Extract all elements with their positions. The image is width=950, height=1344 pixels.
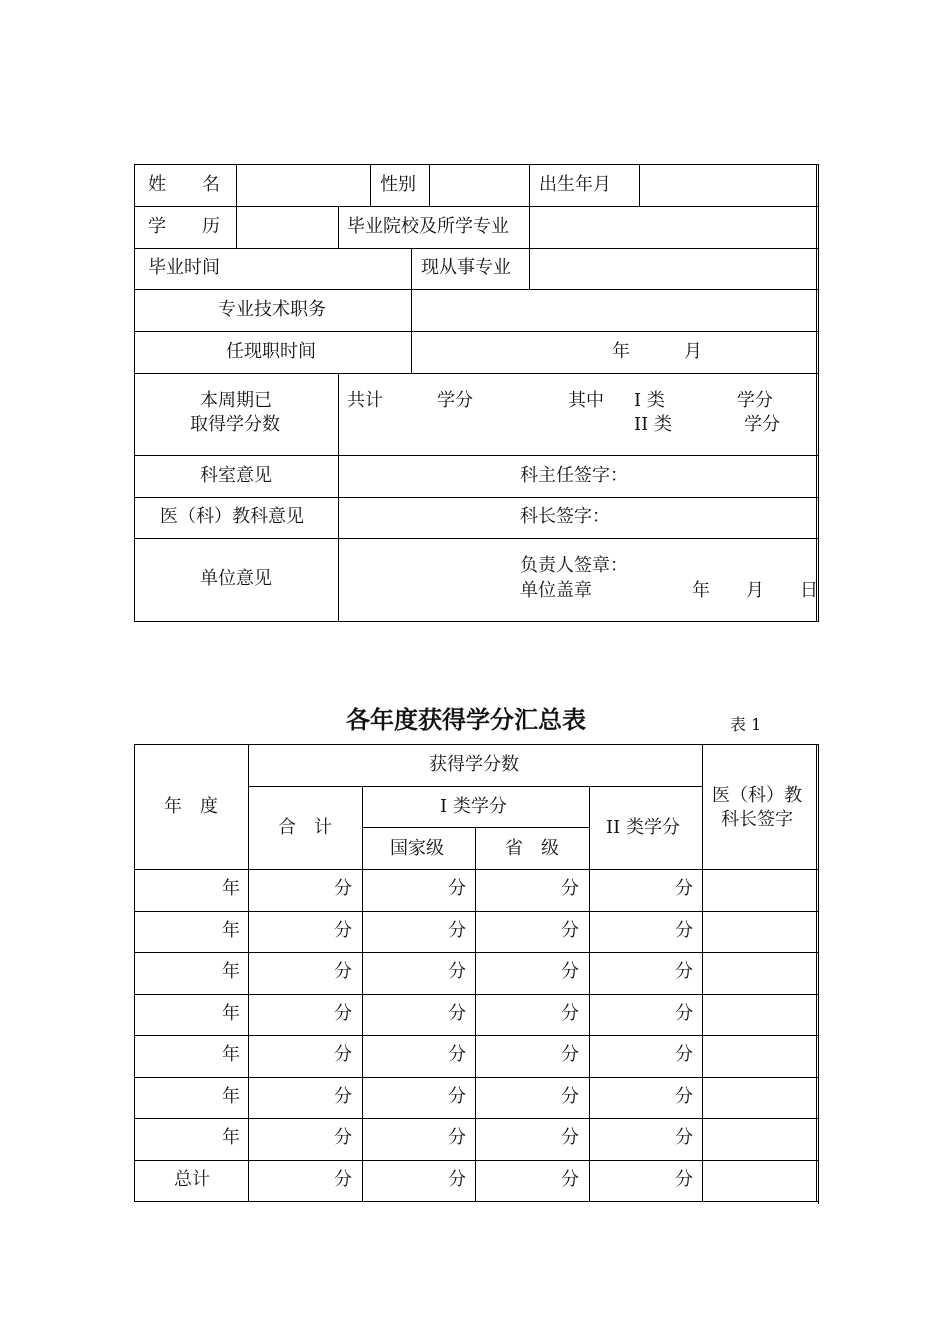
col-total-header: 合 计 (278, 817, 332, 838)
credits-total[interactable]: 共计 学分 (347, 390, 473, 411)
summary-title: 各年度获得学分汇总表 (346, 706, 586, 734)
grand-total-label: 总计 (174, 1169, 210, 1190)
credits-among: 其中 (568, 390, 604, 411)
col-sign-header-line1: 医（科）教 (712, 785, 802, 806)
table-number: 表 1 (730, 715, 762, 734)
school-field[interactable] (530, 207, 815, 247)
credits-label-line2: 取得学分数 (190, 414, 280, 435)
row-national[interactable]: 分 (448, 878, 466, 899)
grand-total-value[interactable]: 分 (675, 1169, 693, 1190)
gender-label: 性别 (380, 174, 416, 195)
row-national[interactable]: 分 (448, 1086, 466, 1107)
grand-total-value[interactable]: 分 (561, 1169, 579, 1190)
row-class2[interactable]: 分 (675, 961, 693, 982)
col-sign-header-line2: 科长签字 (721, 809, 793, 830)
grad-time-label: 毕业时间 (148, 257, 220, 278)
name-field[interactable] (237, 165, 369, 205)
unit-date[interactable]: 年 月 日 (692, 580, 818, 601)
row-total[interactable]: 分 (334, 878, 352, 899)
grand-total-value[interactable]: 分 (448, 1169, 466, 1190)
row-sign-field[interactable] (703, 912, 815, 951)
credits-class2[interactable]: II 类 学分 (634, 414, 780, 435)
row-national[interactable]: 分 (448, 1044, 466, 1065)
row-year[interactable]: 年 (222, 1127, 240, 1148)
edu-chief-sign[interactable]: 科长签字： (520, 506, 610, 527)
row-total[interactable]: 分 (334, 961, 352, 982)
col-national-header: 国家级 (390, 838, 444, 859)
row-year[interactable]: 年 (222, 1003, 240, 1024)
row-total[interactable]: 分 (334, 1127, 352, 1148)
gender-field[interactable] (430, 165, 528, 205)
row-sign-field[interactable] (703, 953, 815, 992)
row-sign-field[interactable] (703, 870, 815, 909)
row-year[interactable]: 年 (222, 878, 240, 899)
row-class2[interactable]: 分 (675, 1127, 693, 1148)
row-national[interactable]: 分 (448, 1127, 466, 1148)
row-class2[interactable]: 分 (675, 1086, 693, 1107)
birth-label: 出生年月 (539, 174, 611, 195)
row-provincial[interactable]: 分 (561, 878, 579, 899)
row-provincial[interactable]: 分 (561, 1086, 579, 1107)
current-major-label: 现从事专业 (421, 257, 511, 278)
row-provincial[interactable]: 分 (561, 1003, 579, 1024)
grand-total-value[interactable]: 分 (334, 1169, 352, 1190)
row-year[interactable]: 年 (222, 920, 240, 941)
edu-opinion-label: 医（科）教科意见 (160, 506, 304, 527)
row-provincial[interactable]: 分 (561, 961, 579, 982)
row-national[interactable]: 分 (448, 1003, 466, 1024)
name-label: 姓 名 (148, 174, 220, 195)
birth-field[interactable] (640, 165, 815, 205)
current-major-field[interactable] (530, 249, 815, 288)
dept-director-sign[interactable]: 科主任签字： (520, 465, 628, 486)
unit-opinion-label: 单位意见 (200, 568, 272, 589)
row-year[interactable]: 年 (222, 1044, 240, 1065)
school-label: 毕业院校及所学专业 (347, 216, 509, 237)
grad-time-field[interactable] (237, 249, 410, 288)
row-total[interactable]: 分 (334, 1003, 352, 1024)
appoint-time-value[interactable]: 年 月 (612, 341, 702, 362)
unit-responsible-sign[interactable]: 负责人签章： (520, 555, 628, 576)
education-field[interactable] (237, 207, 337, 247)
dept-opinion-label: 科室意见 (200, 465, 272, 486)
row-class2[interactable]: 分 (675, 1003, 693, 1024)
row-total[interactable]: 分 (334, 1086, 352, 1107)
row-sign-field[interactable] (703, 995, 815, 1034)
col-class2-header: II 类学分 (606, 817, 680, 838)
credits-label-line1: 本周期已 (200, 390, 272, 411)
row-year[interactable]: 年 (222, 961, 240, 982)
row-sign-field[interactable] (703, 1078, 815, 1117)
row-sign-field[interactable] (703, 1036, 815, 1075)
col-class1-header: I 类学分 (440, 796, 507, 817)
row-class2[interactable]: 分 (675, 878, 693, 899)
row-total[interactable]: 分 (334, 920, 352, 941)
row-class2[interactable]: 分 (675, 1044, 693, 1065)
appoint-time-label: 任现职时间 (226, 341, 316, 362)
tech-title-field[interactable] (412, 290, 815, 330)
row-provincial[interactable]: 分 (561, 1127, 579, 1148)
row-class2[interactable]: 分 (675, 920, 693, 941)
education-label: 学 历 (148, 216, 220, 237)
row-provincial[interactable]: 分 (561, 920, 579, 941)
row-provincial[interactable]: 分 (561, 1044, 579, 1065)
col-year-header: 年 度 (164, 796, 218, 817)
col-provincial-header: 省 级 (505, 838, 559, 859)
unit-seal[interactable]: 单位盖章 (520, 580, 592, 601)
col-credits-header: 获得学分数 (429, 754, 519, 775)
row-national[interactable]: 分 (448, 961, 466, 982)
row-sign-field[interactable] (703, 1119, 815, 1158)
row-national[interactable]: 分 (448, 920, 466, 941)
tech-title-label: 专业技术职务 (218, 299, 326, 320)
row-year[interactable]: 年 (222, 1086, 240, 1107)
row-total[interactable]: 分 (334, 1044, 352, 1065)
credits-class1[interactable]: I 类 学分 (634, 390, 773, 411)
